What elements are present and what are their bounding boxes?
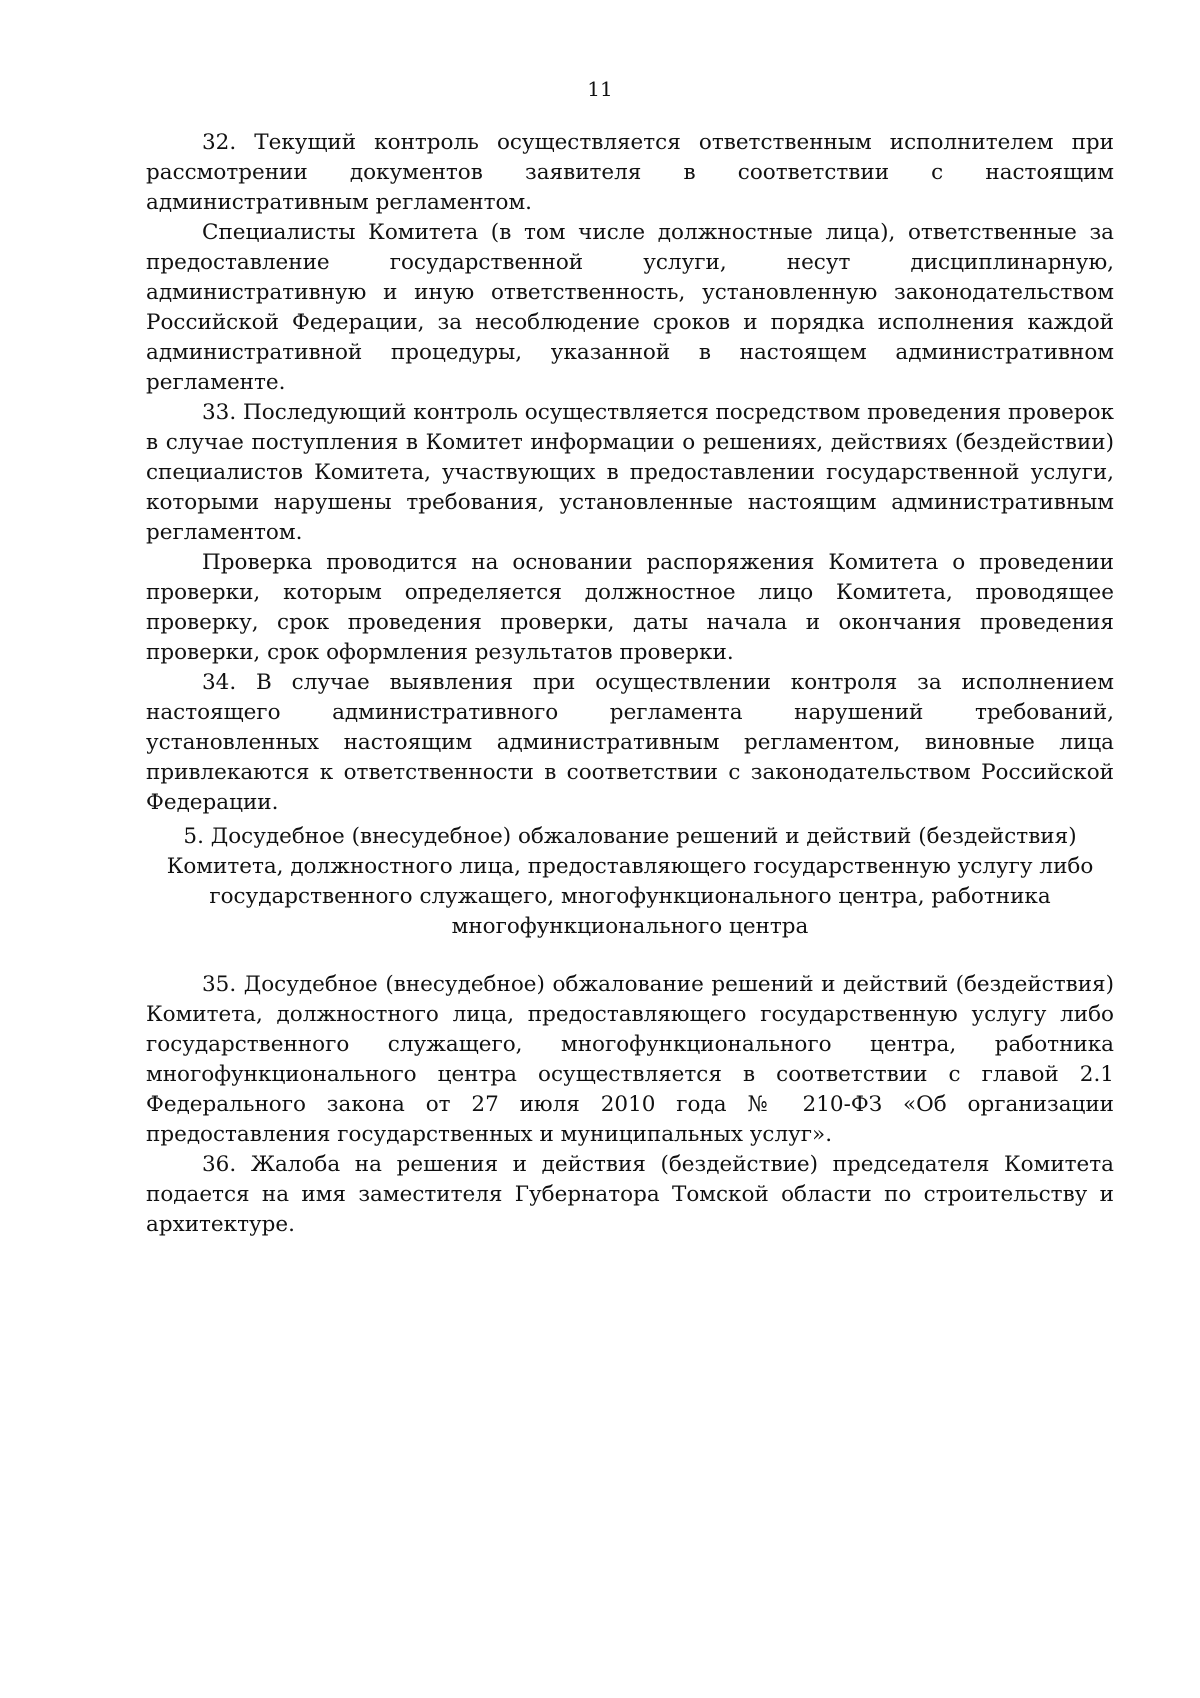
- paragraph-specialists-responsibility: Специалисты Комитета (в том числе должностные лица), ответственные за предоставление государственной услуги, несут дисциплинарную, административную и иную ответственность, установленную законодательством Российской Федерации, за несоблюдение сроков и порядка исполнения каждой административной процедуры, указанной в настоящем административном регламенте.: [146, 220, 1114, 395]
- text-block-top: [146, 128, 1114, 818]
- page-number: 11: [587, 77, 613, 101]
- paragraph-33: 33. Последующий контроль осуществляется посредством проведения проверок в случае поступления в Комитет информации о решениях, действиях (бездействии) специалистов Комитета, участвующих в предоставлении государственной услуги, которыми нарушены требования, установленные настоящим административным регламентом.: [146, 400, 1114, 545]
- paragraph-35: 35. Досудебное (внесудебное) обжалование решений и действий (бездействия) Комитета, должностного лица, предоставляющего государственную услугу либо государственного служащего, многофункционального центра, работника многофункционального центра осуществляется в соответствии с главой 2.1 Федерального закона от 27 июля 2010 года № 210-ФЗ «Об организации предоставления государственных и муниципальных услуг».: [146, 972, 1114, 1147]
- section-5-heading: 5. Досудебное (внесудебное) обжалование решений и действий (бездействия) Комитета, должностного лица, предоставляющего государственную услугу либо государственного служащего, многофункционального центра, работника многофункционального центра: [166, 824, 1094, 939]
- paragraph-32: 32. Текущий контроль осуществляется ответственным исполнителем при рассмотрении документов заявителя в соответствии с настоящим административным регламентом.: [146, 130, 1114, 215]
- paragraph-34: 34. В случае выявления при осуществлении контроля за исполнением настоящего административного регламента нарушений требований, установленных настоящим административным регламентом, виновные лица привлекаются к ответственности в соответствии с законодательством Российской Федерации.: [146, 670, 1114, 815]
- paragraph-36: 36. Жалоба на решения и действия (бездействие) председателя Комитета подается на имя заместителя Губернатора Томской области по строительству и архитектуре.: [146, 1152, 1114, 1237]
- text-block-bottom: [146, 970, 1114, 1240]
- paragraph-inspection: Проверка проводится на основании распоряжения Комитета о проведении проверки, которым определяется должностное лицо Комитета, проводящее проверку, срок проведения проверки, даты начала и окончания проведения проверки, срок оформления результатов проверки.: [146, 550, 1114, 665]
